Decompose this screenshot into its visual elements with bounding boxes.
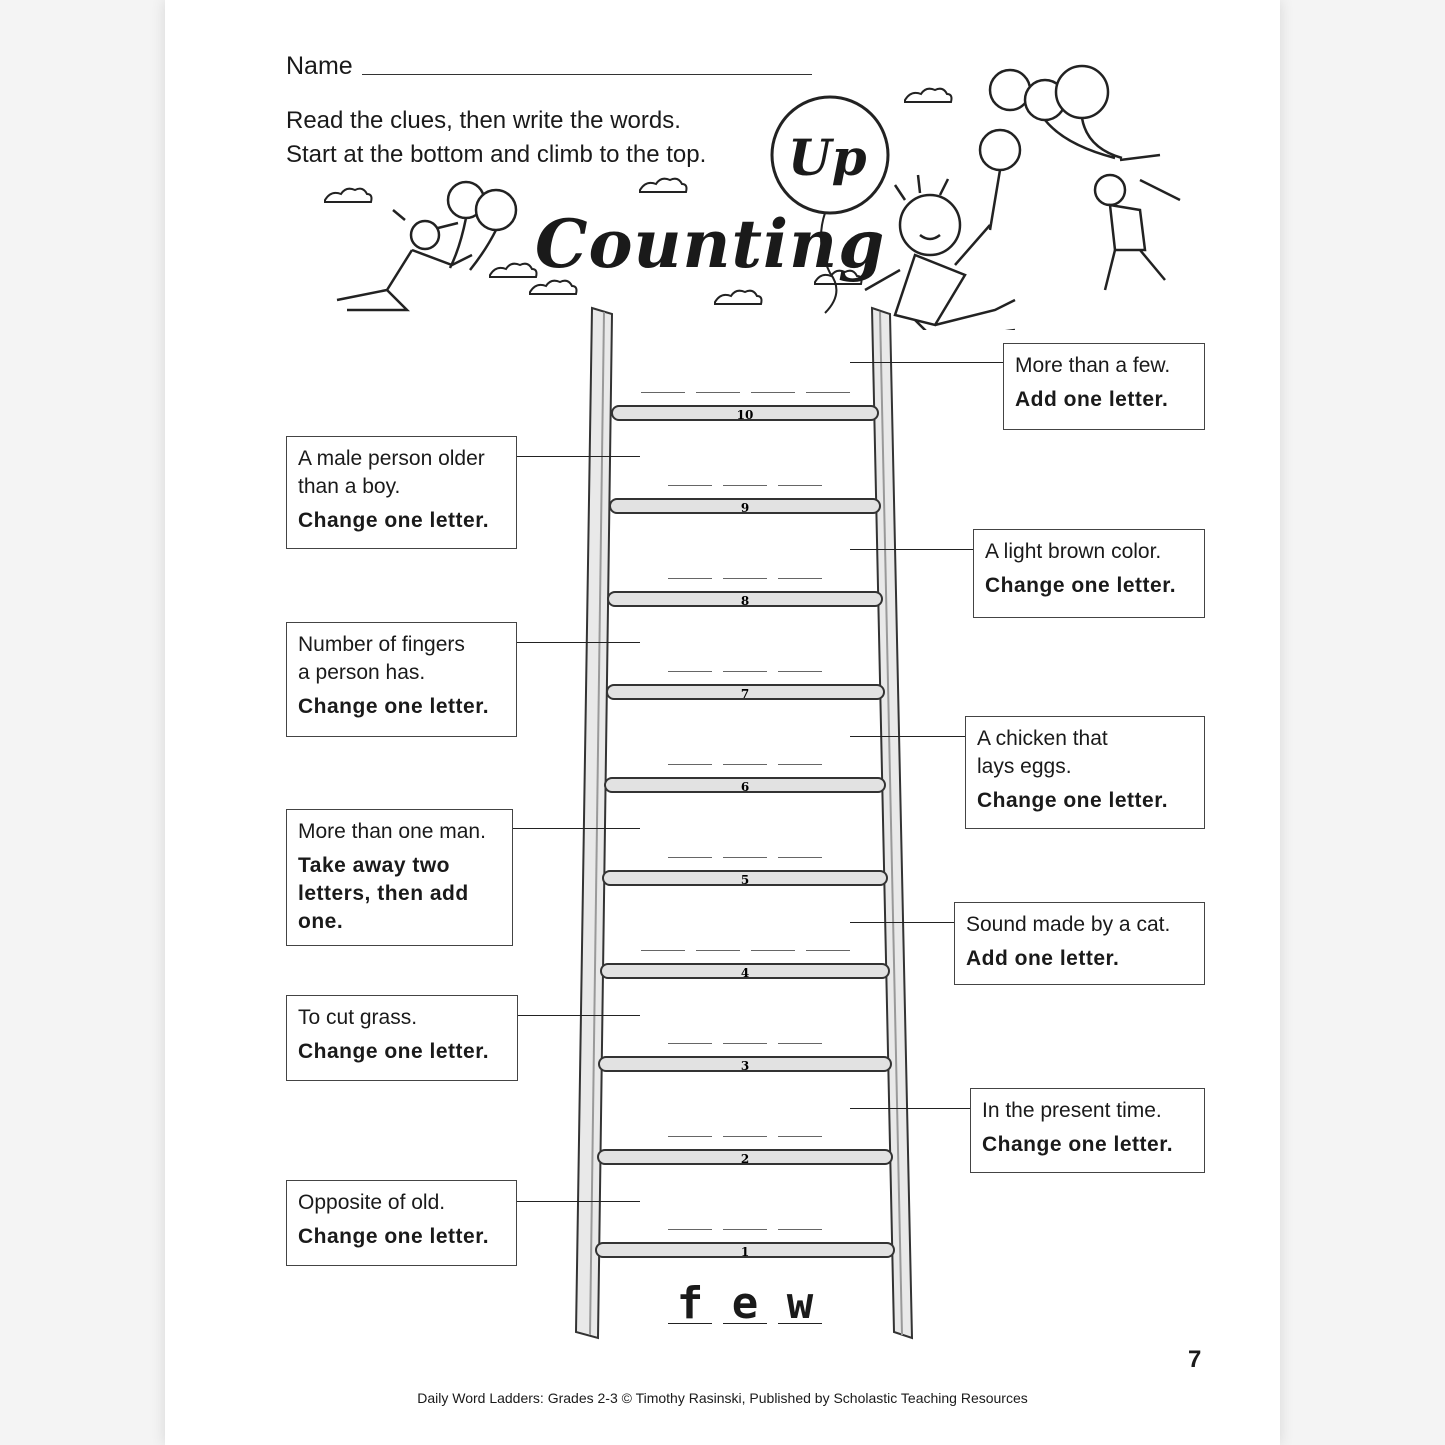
clue-text-line: A chicken that (977, 727, 1108, 750)
page-number: 7 (1188, 1346, 1202, 1373)
connector-line (850, 549, 973, 550)
connector-line (517, 456, 640, 457)
clue-text: Sound made by a cat. (966, 913, 1171, 936)
clue-box-2 (970, 1088, 1205, 1173)
rung-number: 6 (740, 780, 750, 794)
connector-line (518, 1015, 640, 1016)
rung-number: 9 (740, 501, 750, 515)
clue-box-7 (286, 622, 517, 737)
connector-line (850, 1108, 970, 1109)
balloon-boy-right (990, 66, 1180, 290)
rung-number: 8 (740, 594, 750, 608)
clue-box-6 (965, 716, 1205, 829)
connector-line (517, 642, 640, 643)
clue-text: In the present time. (982, 1099, 1162, 1122)
clue-text-line: a person has. (298, 661, 426, 684)
clue-instruction: Change one letter. (977, 789, 1169, 812)
clue-box-8 (973, 529, 1205, 618)
clue-instruction: Change one letter. (982, 1133, 1174, 1156)
start-letter: e (731, 1278, 759, 1329)
clue-text: To cut grass. (298, 1006, 418, 1029)
clue-text-line: than a boy. (298, 475, 401, 498)
clue-box-9 (286, 436, 517, 549)
rung-number: 1 (740, 1245, 750, 1259)
rung-number: 2 (740, 1152, 750, 1166)
clue-instruction: Change one letter. (985, 574, 1177, 597)
instruction-line-2: Start at the bottom and climb to the top. (286, 141, 707, 168)
connector-line (850, 362, 1003, 363)
connector-line (850, 922, 954, 923)
ladder-right-rail (872, 308, 912, 1338)
clue-text-line: lays eggs. (977, 755, 1072, 778)
footer-credit: Daily Word Ladders: Grades 2-3 © Timothy Rasinski, Published by Scholastic Teaching Resources (417, 1390, 1028, 1406)
clue-box-10 (1003, 343, 1205, 430)
start-letter: f (676, 1278, 704, 1329)
connector-line (850, 736, 965, 737)
clue-text-line: A male person older (298, 447, 485, 470)
rung-number: 3 (740, 1059, 750, 1073)
clue-instruction-line: Take away two (298, 854, 451, 877)
clue-text: More than a few. (1015, 354, 1171, 377)
header-illustration (320, 60, 1210, 330)
clue-box-5 (286, 809, 513, 946)
clue-text: More than one man. (298, 820, 486, 843)
clue-text-line: Number of fingers (298, 633, 465, 656)
rung-number: 10 (736, 408, 754, 422)
clue-instruction (298, 852, 501, 936)
clue-instruction-line: letters, then add (298, 882, 469, 905)
clue-instruction: Change one letter. (298, 695, 490, 718)
title-counting: Counting (535, 205, 886, 283)
rung-number: 7 (740, 687, 750, 701)
clue-box-4 (954, 902, 1205, 985)
clue-instruction-line: one. (298, 910, 344, 933)
rung-number: 4 (740, 966, 750, 980)
title-up: Up (788, 128, 867, 187)
connector-line (517, 1201, 640, 1202)
clue-instruction: Add one letter. (1015, 388, 1169, 411)
name-label: Name (286, 52, 353, 80)
connector-line (513, 828, 640, 829)
clue-instruction: Add one letter. (966, 947, 1120, 970)
clue-instruction: Change one letter. (298, 509, 490, 532)
clue-text: A light brown color. (985, 540, 1162, 563)
clue-box-3 (286, 995, 518, 1081)
clue-box-1 (286, 1180, 517, 1266)
clue-text: Opposite of old. (298, 1191, 446, 1214)
clue-instruction: Change one letter. (298, 1040, 490, 1063)
clue-instruction: Change one letter. (298, 1225, 490, 1248)
instruction-line-1: Read the clues, then write the words. (286, 107, 681, 134)
ladder-left-rail (576, 308, 612, 1338)
start-letter: w (786, 1278, 814, 1329)
rung-number: 5 (740, 873, 750, 887)
